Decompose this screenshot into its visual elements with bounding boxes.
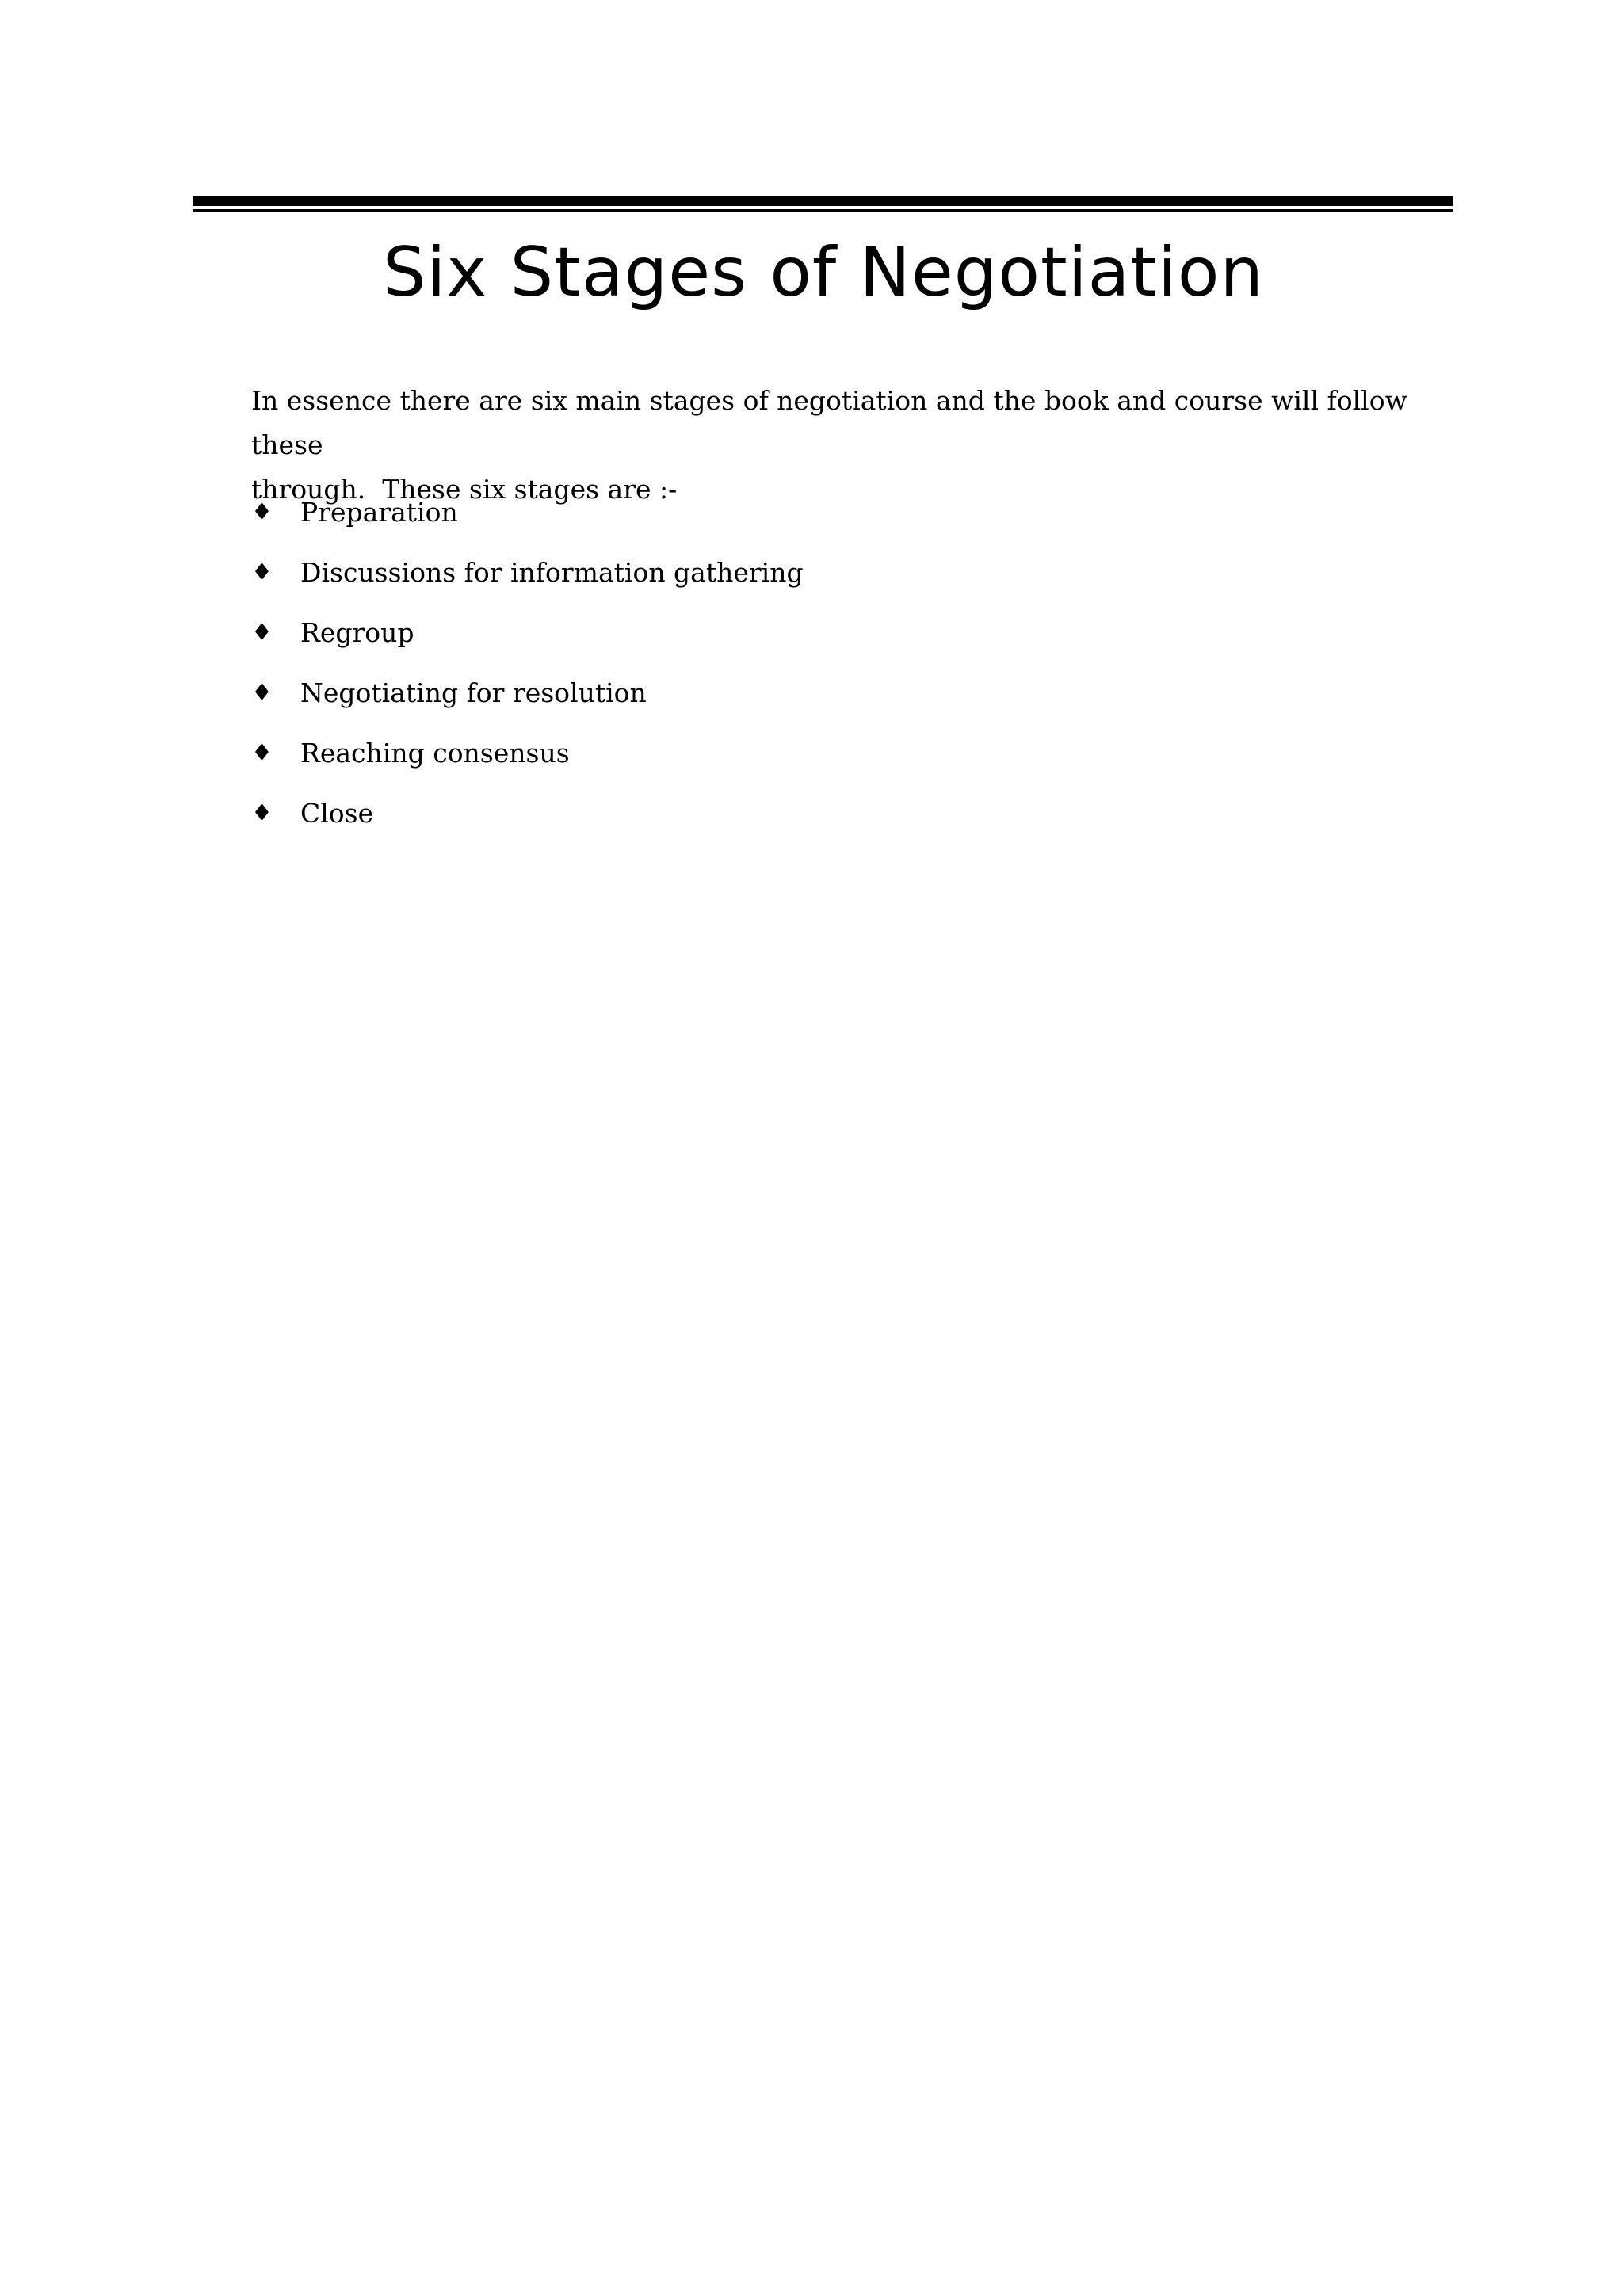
stage-label: Preparation xyxy=(300,497,458,528)
title-rule-thick xyxy=(193,196,1453,206)
diamond-bullet-icon: ♦ xyxy=(251,799,273,827)
title-rule-thin xyxy=(193,209,1453,212)
diamond-bullet-icon: ♦ xyxy=(251,619,273,646)
diamond-bullet-icon: ♦ xyxy=(251,559,273,586)
intro-paragraph: In essence there are six main stages of negotiation and the book and course will follow these through. These six stages are :- xyxy=(251,385,1407,505)
stage-label: Regroup xyxy=(300,617,414,648)
stage-label: Close xyxy=(300,798,374,829)
page-title: Six Stages of Negotiation xyxy=(382,233,1265,312)
stage-label: Discussions for information gathering xyxy=(300,557,804,588)
diamond-bullet-icon: ♦ xyxy=(251,498,273,526)
diamond-bullet-icon: ♦ xyxy=(251,739,273,767)
diamond-bullet-icon: ♦ xyxy=(251,679,273,707)
stage-label: Negotiating for resolution xyxy=(300,677,647,708)
stage-label: Reaching consensus xyxy=(300,738,570,769)
